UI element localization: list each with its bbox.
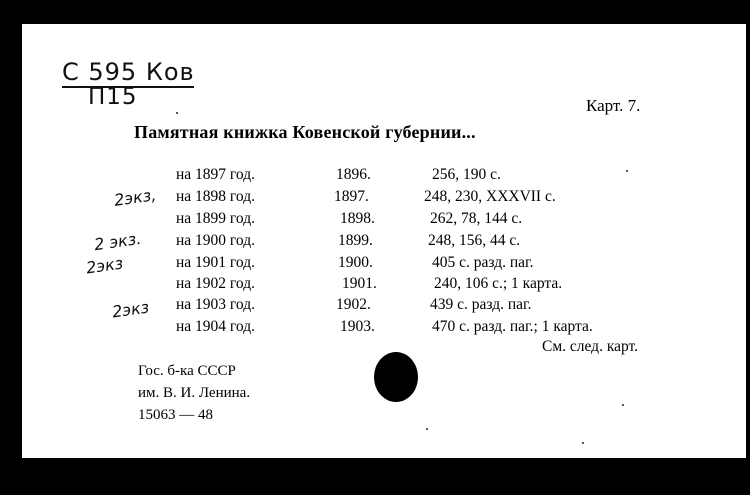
holding-row	[176, 166, 501, 184]
row-year: на 1901 год.	[176, 254, 255, 271]
footer-line: им. В. И. Ленина.	[138, 385, 251, 401]
punch-hole	[374, 352, 418, 402]
holding-row	[176, 275, 562, 293]
catalog-card	[22, 24, 746, 458]
holding-row	[176, 232, 520, 250]
row-description: 240, 106 с.; 1 карта.	[434, 275, 563, 292]
row-year: на 1900 год.	[176, 232, 255, 249]
card-number: Карт. 7.	[586, 96, 641, 115]
holding-row	[176, 318, 593, 336]
row-description: 470 с. разд. паг.; 1 карта.	[432, 318, 593, 335]
row-year: на 1898 год.	[176, 188, 255, 205]
ink-speck	[626, 170, 628, 172]
row-pub-year: 1903.	[340, 318, 375, 335]
row-description: 256, 190 с.	[432, 166, 501, 183]
ink-speck	[176, 112, 178, 114]
holding-row	[176, 188, 556, 206]
ink-speck	[622, 404, 624, 406]
row-year: на 1903 год.	[176, 296, 255, 313]
footer-line: 15063 — 48	[138, 407, 213, 423]
footer-line: Гос. б-ка СССР	[138, 363, 236, 379]
ink-speck	[582, 442, 584, 444]
row-year: на 1897 год.	[176, 166, 255, 183]
row-year: на 1904 год.	[176, 318, 255, 335]
holding-row	[176, 296, 532, 314]
handwritten-note: 2экз,	[112, 185, 158, 210]
ink-speck	[426, 428, 428, 430]
row-description: 405 с. разд. паг.	[432, 254, 534, 271]
holding-row	[176, 254, 534, 272]
see-next-card: См. след. карт.	[542, 338, 639, 355]
row-pub-year: 1896.	[336, 166, 371, 183]
row-description: 262, 78, 144 с.	[430, 210, 523, 227]
row-year: на 1899 год.	[176, 210, 255, 227]
handwritten-note: 2экз	[84, 253, 125, 278]
row-pub-year: 1901.	[342, 275, 377, 292]
row-pub-year: 1897.	[334, 188, 369, 205]
row-pub-year: 1900.	[338, 254, 373, 271]
shelfmark-line2: П15	[88, 84, 138, 110]
card-title: Памятная книжка Ковенской губернии...	[134, 122, 476, 142]
row-pub-year: 1899.	[338, 232, 373, 249]
handwritten-note: 2экз	[110, 297, 151, 322]
holding-row	[176, 210, 522, 228]
row-description: 248, 156, 44 с.	[428, 232, 521, 249]
row-year: на 1902 год.	[176, 275, 255, 292]
row-pub-year: 1898.	[340, 210, 375, 227]
handwritten-note: 2 экз.	[92, 228, 143, 255]
row-pub-year: 1902.	[336, 296, 371, 313]
row-description: 248, 230, XXXVII с.	[424, 188, 556, 205]
library-footer	[138, 360, 250, 426]
row-description: 439 с. разд. паг.	[430, 296, 532, 313]
shelfmark-line1: С 595 Ков	[62, 58, 195, 86]
